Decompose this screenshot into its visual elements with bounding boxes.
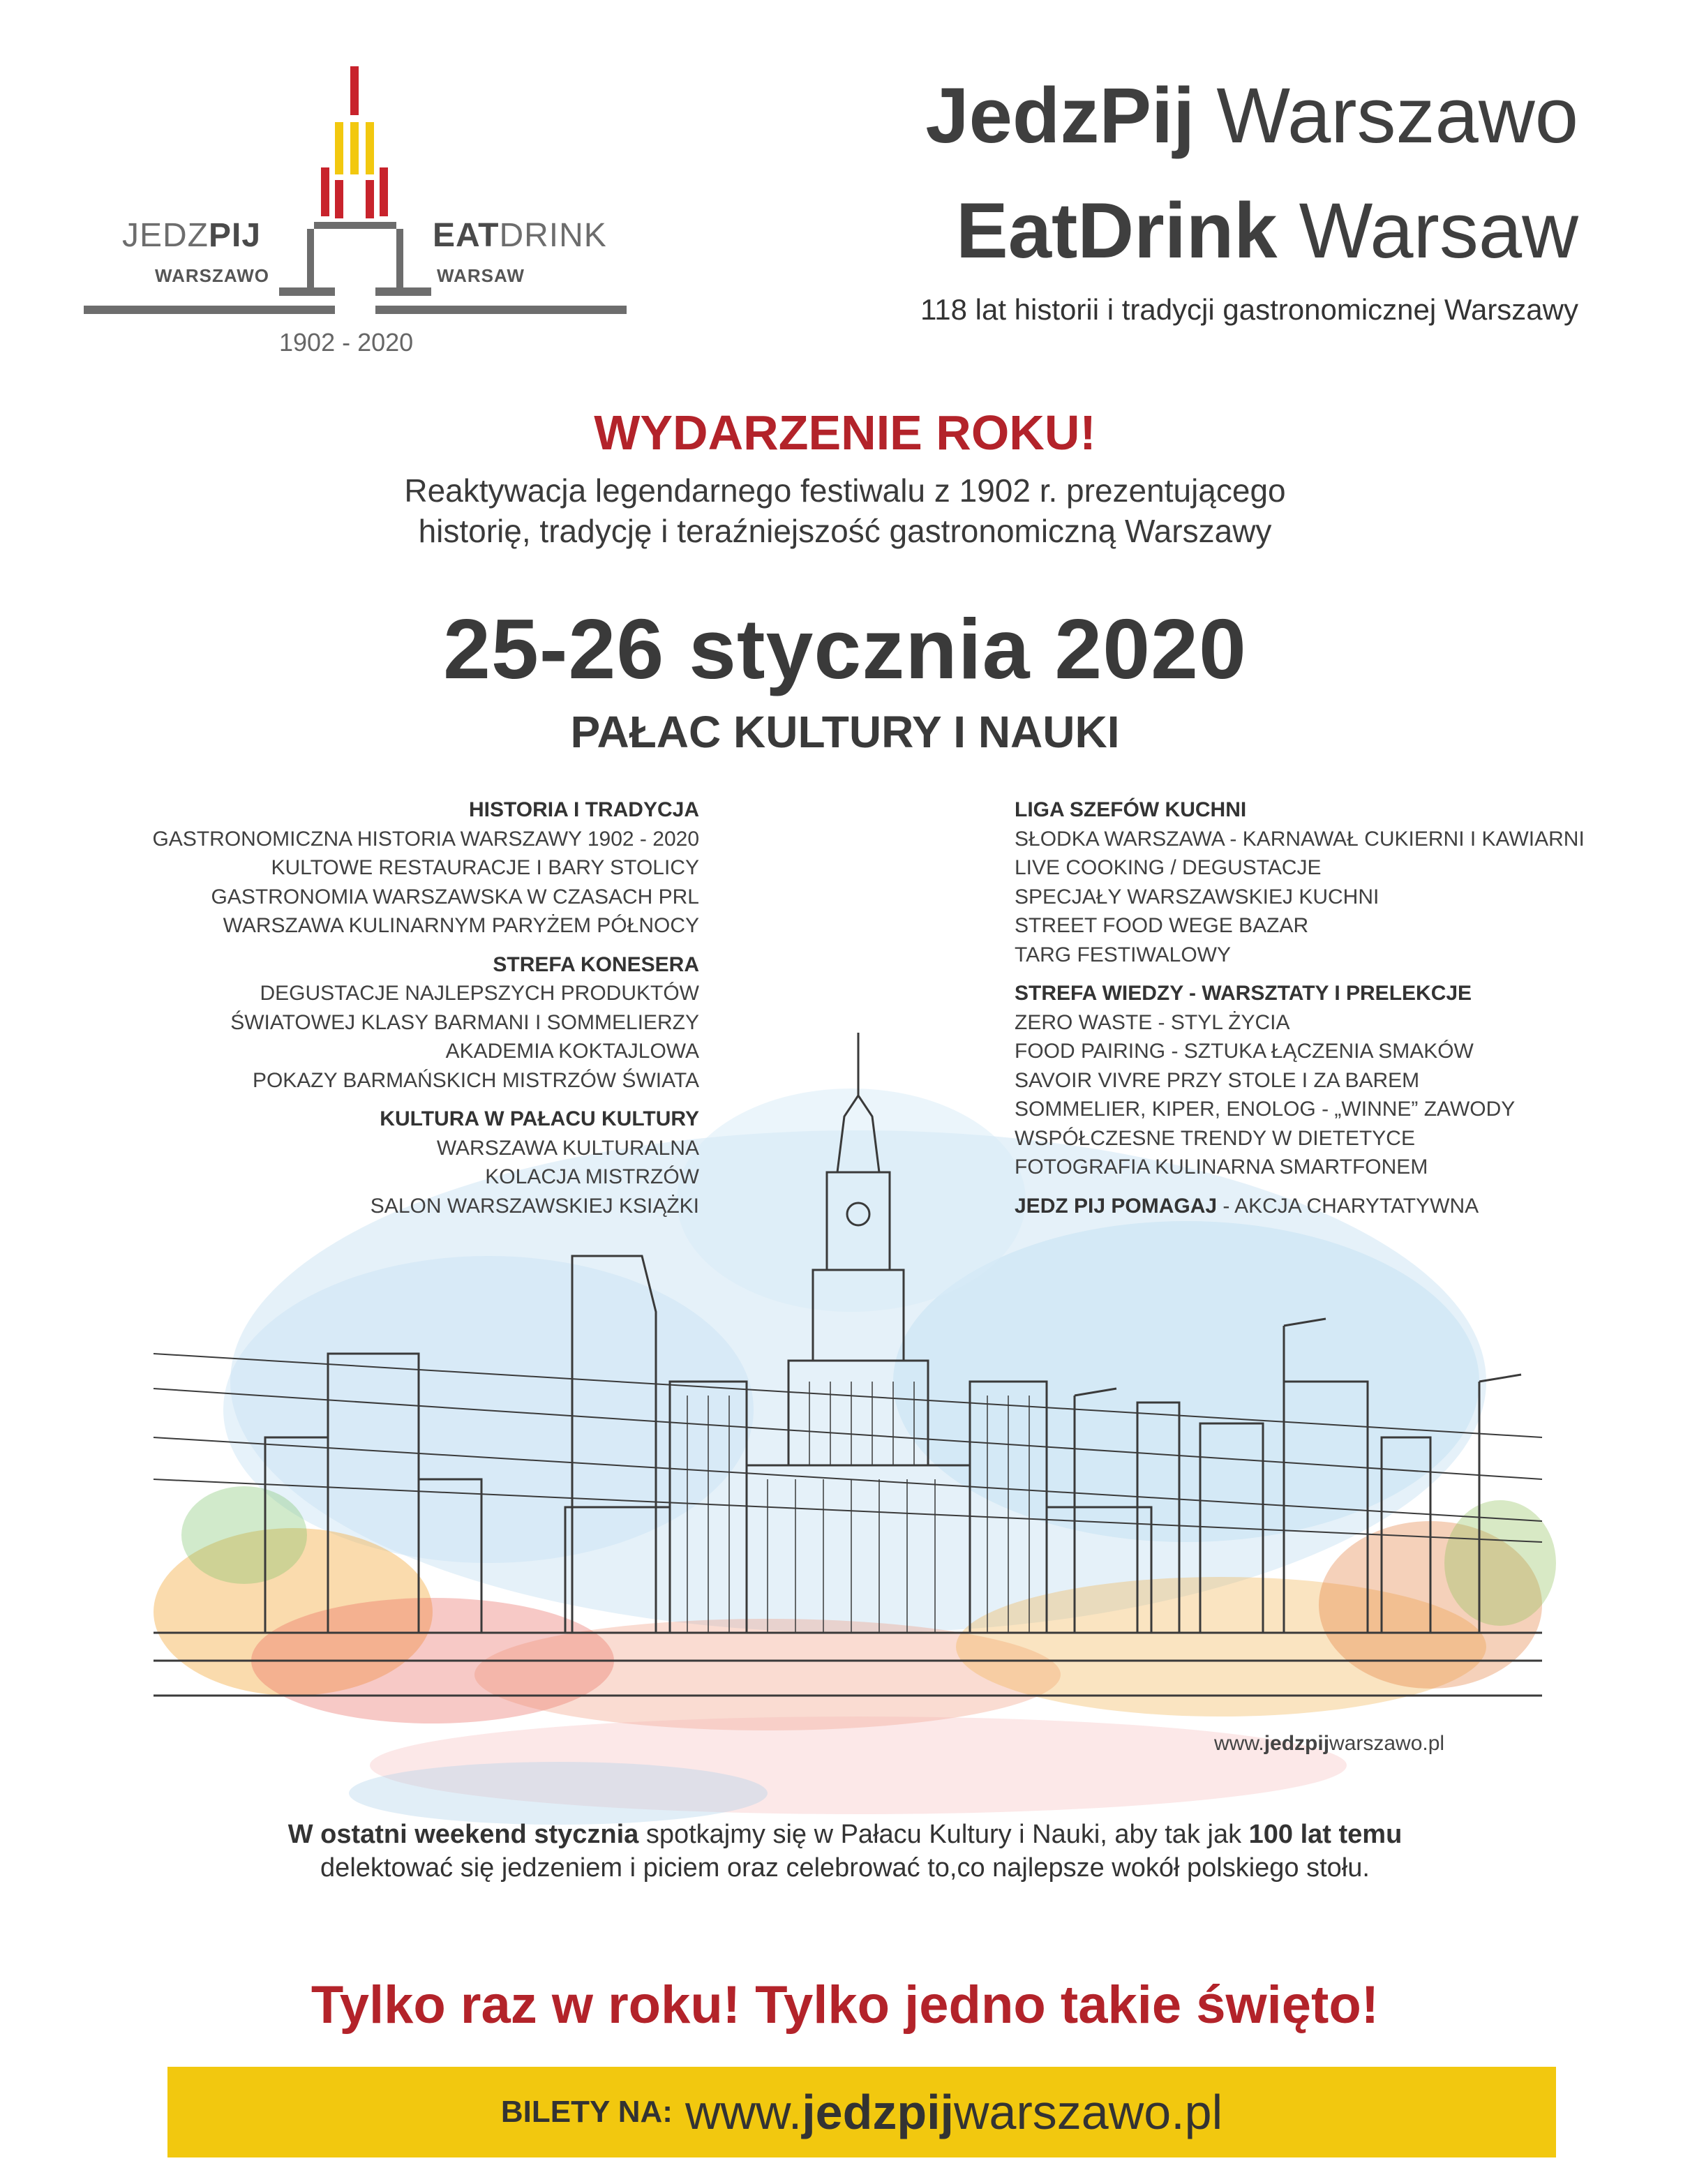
title-line-2: EatDrink Warsaw bbox=[955, 187, 1578, 274]
tagline: 118 lat historii i tradycji gastronomicznej Warszawy bbox=[920, 293, 1578, 326]
tickets-url[interactable]: www.jedzpijwarszawo.pl bbox=[685, 2085, 1223, 2139]
program-item: SAVOIR VIVRE PRZY STOLE I ZA BAREM bbox=[1015, 1068, 1420, 1092]
program-item: GASTRONOMICZNA HISTORIA WARSZAWY 1902 - 2020 bbox=[152, 827, 699, 851]
slogan: Tylko raz w roku! Tylko jedno takie święto! bbox=[311, 1975, 1379, 2035]
program-left-column bbox=[152, 795, 699, 1220]
program-section-title: KULTURA W PAŁACU KULTURY bbox=[380, 1107, 699, 1130]
program-section-title: STREFA WIEDZY - WARSZTATY I PRELEKCJE bbox=[1015, 982, 1472, 1005]
program-item: AKADEMIA KOKTAJLOWA bbox=[445, 1040, 699, 1063]
logo-jedzpij: JEDZPIJ bbox=[122, 217, 262, 254]
program-section-title: LIGA SZEFÓW KUCHNI bbox=[1015, 798, 1247, 821]
logo-warsaw: WARSAW bbox=[437, 265, 525, 286]
tickets-bar bbox=[167, 2067, 1556, 2157]
program-item: SALON WARSZAWSKIEJ KSIĄŻKI bbox=[370, 1194, 699, 1218]
logo-eatdrink: EATDRINK bbox=[433, 217, 607, 254]
program-item: POKAZY BARMAŃSKICH MISTRZÓW ŚWIATA bbox=[252, 1068, 699, 1092]
program-item: GASTRONOMIA WARSZAWSKA W CZASACH PRL bbox=[211, 885, 699, 908]
event-venue: PAŁAC KULTURY I NAUKI bbox=[570, 707, 1120, 757]
title-line-1: JedzPij Warszawo bbox=[925, 72, 1578, 159]
program-item: ZERO WASTE - STYL ŻYCIA bbox=[1015, 1010, 1290, 1034]
program-item: FOOD PAIRING - SZTUKA ŁĄCZENIA SMAKÓW bbox=[1015, 1040, 1474, 1063]
event-headline: WYDARZENIE ROKU! bbox=[594, 405, 1096, 460]
intro-line-2: historię, tradycję i teraźniejszość gastronomiczną Warszawy bbox=[418, 513, 1272, 549]
section-gap bbox=[152, 1095, 699, 1105]
program-item: SŁODKA WARSZAWA - KARNAWAŁ CUKIERNI I KAWIARNI bbox=[1015, 827, 1585, 851]
program-item: FOTOGRAFIA KULINARNA SMARTFONEM bbox=[1015, 1155, 1428, 1179]
program-item: WARSZAWA KULINARNYM PARYŻEM PÓŁNOCY bbox=[223, 914, 699, 937]
event-date: 25-26 stycznia 2020 bbox=[443, 601, 1247, 696]
section-gap bbox=[152, 941, 699, 950]
section-gap bbox=[1015, 969, 1585, 979]
program-section-title: STREFA KONESERA bbox=[493, 952, 699, 976]
program-item: SOMMELIER, KIPER, ENOLOG - „WINNE” ZAWODY bbox=[1015, 1098, 1516, 1121]
bottom-line-2: delektować się jedzeniem i piciem oraz celebrować to,co najlepsze wokół polskiego stołu. bbox=[320, 1853, 1370, 1883]
program-item: SPECJAŁY WARSZAWSKIEJ KUCHNI bbox=[1015, 885, 1379, 908]
logo-warszawo: WARSZAWO bbox=[155, 265, 269, 286]
program-right-column bbox=[1015, 795, 1585, 1220]
program-section-title: HISTORIA I TRADYCJA bbox=[468, 798, 699, 821]
program-item: ŚWIATOWEJ KLASY BARMANI I SOMMELIERZY bbox=[230, 1010, 699, 1034]
program-item: WSPÓŁCZESNE TRENDY W DIETETYCE bbox=[1015, 1126, 1415, 1150]
program-item: KULTOWE RESTAURACJE I BARY STOLICY bbox=[271, 856, 699, 879]
program-item: DEGUSTACJE NAJLEPSZYCH PRODUKTÓW bbox=[260, 982, 699, 1005]
intro-line-1: Reaktywacja legendarnego festiwalu z 1902 r. prezentującego bbox=[404, 472, 1286, 509]
bottom-line-1: W ostatni weekend stycznia spotkajmy się w Pałacu Kultury i Nauki, aby tak jak 100 lat temu bbox=[287, 1820, 1403, 1849]
program-section-title: JEDZ PIJ POMAGAJ - AKCJA CHARYTATYWNA bbox=[1015, 1194, 1479, 1218]
program-item: LIVE COOKING / DEGUSTACJE bbox=[1015, 856, 1322, 879]
section-gap bbox=[1015, 1182, 1585, 1192]
watermark-url: www.jedzpijwarszawo.pl bbox=[1214, 1732, 1445, 1755]
program-item: STREET FOOD WEGE BAZAR bbox=[1015, 914, 1309, 937]
program-item: KOLACJA MISTRZÓW bbox=[485, 1165, 699, 1188]
program-item: WARSZAWA KULTURALNA bbox=[436, 1136, 699, 1160]
logo-years: 1902 - 2020 bbox=[279, 328, 414, 357]
tickets-label: BILETY NA: bbox=[500, 2095, 673, 2129]
program-item: TARG FESTIWALOWY bbox=[1015, 943, 1232, 966]
event-logo bbox=[77, 63, 635, 370]
